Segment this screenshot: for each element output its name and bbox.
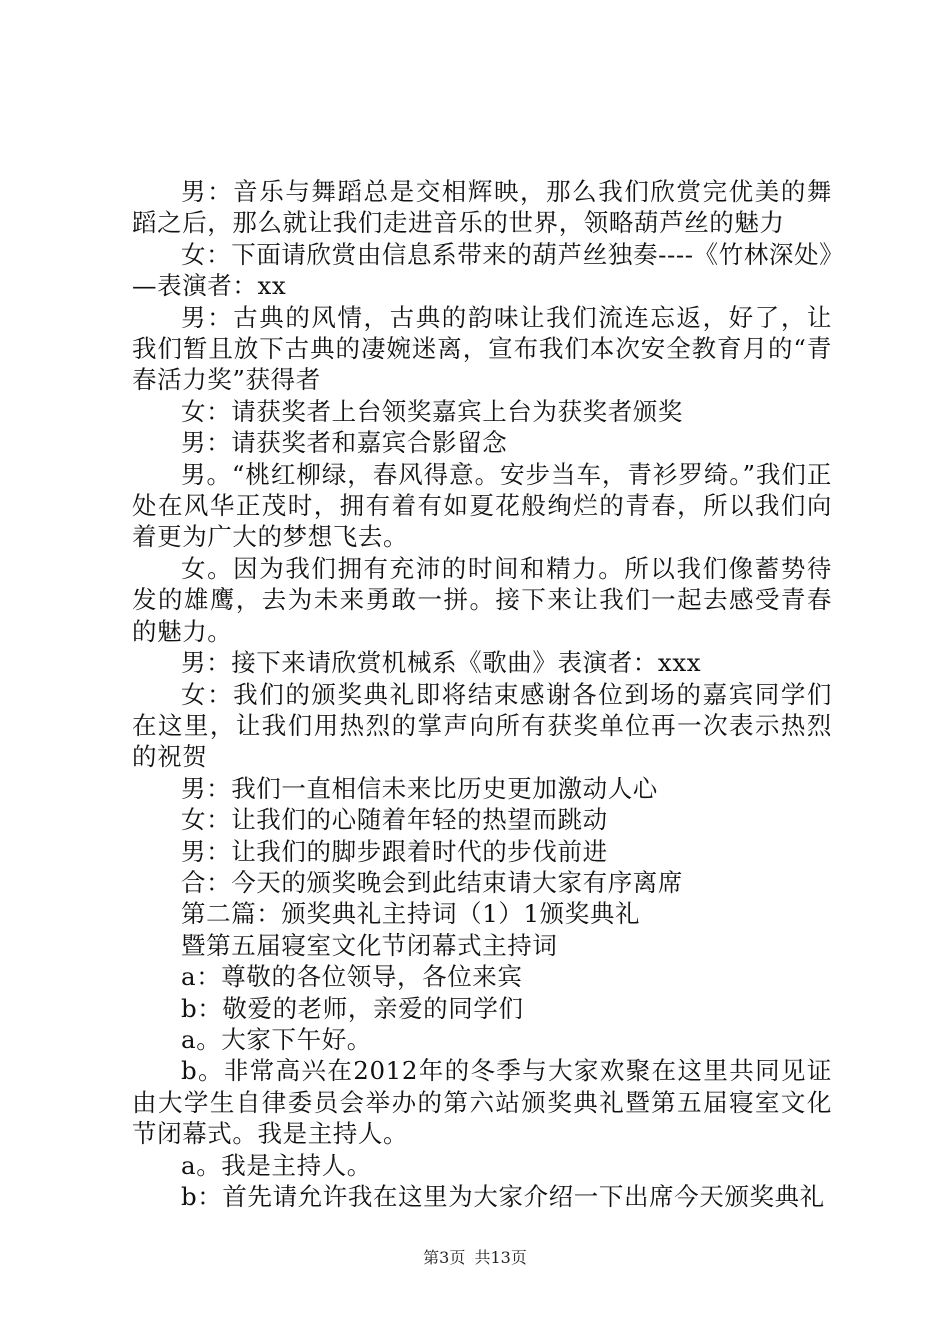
page-number: 第3页 (423, 1248, 466, 1267)
paragraph: a。大家下午好。 (181, 1024, 372, 1054)
paragraph: b：敬爱的老师，亲爱的同学们 (181, 993, 524, 1023)
paragraph: 女：下面请欣赏由信息系带来的葫芦丝独奏----《竹林深处》—表演者：xx (132, 239, 832, 301)
paragraph: 合：今天的颁奖晚会到此结束请大家有序离席 (181, 867, 683, 897)
document-body (132, 176, 832, 1212)
paragraph: 男：接下来请欣赏机械系《歌曲》表演者：xxx (181, 648, 702, 678)
section-heading: 暨第五届寝室文化节闭幕式主持词 (181, 930, 558, 960)
paragraph: 男：让我们的脚步跟着时代的步伐前进 (181, 836, 608, 866)
paragraph: 男：音乐与舞蹈总是交相辉映，那么我们欣赏完优美的舞蹈之后，那么就让我们走进音乐的世界，领略葫芦丝的魅力 (132, 177, 832, 238)
paragraph: 女：让我们的心随着年轻的热望而跳动 (181, 805, 608, 835)
paragraph: a：尊敬的各位领导，各位来宾 (181, 962, 523, 992)
paragraph: a。我是主持人。 (181, 1150, 372, 1180)
page-footer (0, 1245, 950, 1268)
section-heading: 第二篇：颁奖典礼主持词（1）1颁奖典礼 (181, 899, 641, 929)
paragraph: b。非常高兴在2012年的冬季与大家欢聚在这里共同见证由大学生自律委员会举办的第六站颁奖典礼暨第五届寝室文化节闭幕式。我是主持人。 (132, 1056, 832, 1149)
paragraph: 女：请获奖者上台领奖嘉宾上台为获奖者颁奖 (181, 396, 683, 426)
paragraph: 男：请获奖者和嘉宾合影留念 (181, 428, 508, 458)
paragraph: 男。“桃红柳绿，春风得意。安步当车，青衫罗绮。”我们正处在风华正茂时，拥有着有如夏花般绚烂的青春，所以我们向着更为广大的梦想飞去。 (132, 459, 832, 552)
paragraph: b：首先请允许我在这里为大家介绍一下出席今天颁奖典礼 (181, 1182, 825, 1211)
page-total: 共13页 (474, 1248, 527, 1267)
paragraph: 男：古典的风情，古典的韵味让我们流连忘返，好了，让我们暂且放下古典的凄婉迷离，宣布我们本次安全教育月的“青春活力奖”获得者 (132, 302, 832, 395)
paragraph: 男：我们一直相信未来比历史更加激动人心 (181, 773, 658, 803)
paragraph: 女。因为我们拥有充沛的时间和精力。所以我们像蓄势待发的雄鹰，去为未来勇敢一拼。接下来让我们一起去感受青春的魅力。 (132, 553, 832, 646)
paragraph: 女：我们的颁奖典礼即将结束感谢各位到场的嘉宾同学们在这里，让我们用热烈的掌声向所有获奖单位再一次表示热烈的祝贺 (132, 679, 832, 772)
